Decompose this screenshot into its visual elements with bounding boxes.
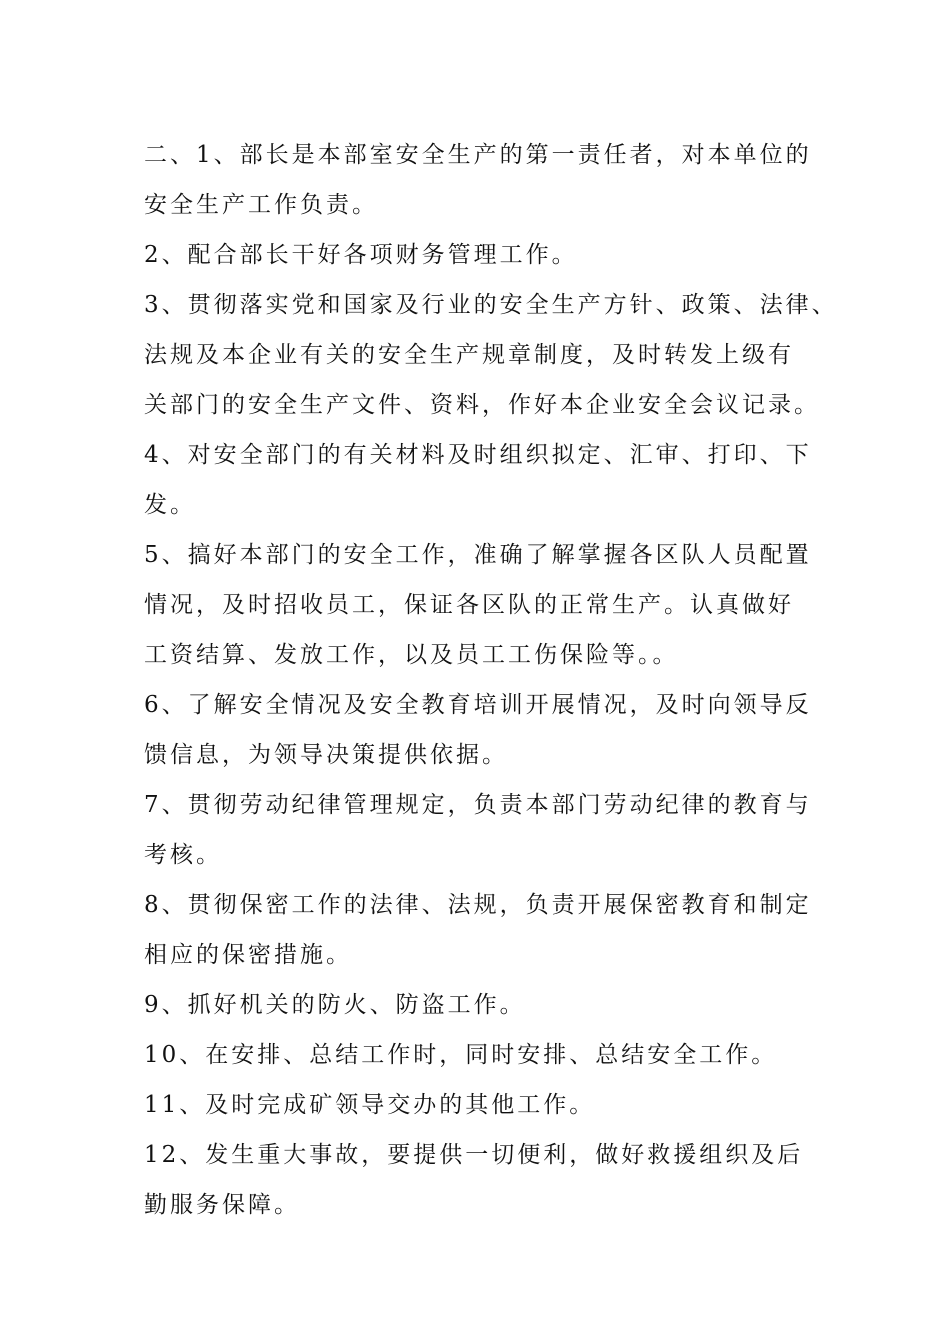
text-line: 11、及时完成矿领导交办的其他工作。 [144,1092,596,1118]
text-line: 情况，及时招收员工，保证各区队的正常生产。认真做好 [144,592,794,618]
text-line: 相应的保密措施。 [144,942,352,968]
text-line: 8、贯彻保密工作的法律、法规，负责开展保密教育和制定 [144,892,812,918]
text-line: 4、对安全部门的有关材料及时组织拟定、汇审、打印、下 [144,442,812,468]
text-line: 9、抓好机关的防火、防盗工作。 [144,992,526,1018]
text-line: 法规及本企业有关的安全生产规章制度，及时转发上级有 [144,342,794,368]
text-line: 5、搞好本部门的安全工作，准确了解掌握各区队人员配置 [144,542,812,568]
text-line: 勤服务保障。 [144,1192,300,1218]
text-line: 7、贯彻劳动纪律管理规定，负责本部门劳动纪律的教育与 [144,792,812,818]
text-line: 12、发生重大事故，要提供一切便利，做好救援组织及后 [144,1142,804,1168]
text-line: 关部门的安全生产文件、资料，作好本企业安全会议记录。 [144,392,820,418]
text-line: 安全生产工作负责。 [144,192,378,218]
text-line: 3、贯彻落实党和国家及行业的安全生产方针、政策、法律、 [144,292,838,318]
text-line: 考核。 [144,842,222,868]
text-line: 6、了解安全情况及安全教育培训开展情况，及时向领导反 [144,692,812,718]
text-line: 二、1、部长是本部室安全生产的第一责任者，对本单位的 [144,142,812,168]
text-line: 馈信息，为领导决策提供依据。 [144,742,508,768]
text-line: 发。 [144,492,196,518]
text-line: 工资结算、发放工作，以及员工工伤保险等。。 [144,642,679,668]
document-body [144,130,838,1230]
text-line: 2、配合部长干好各项财务管理工作。 [144,242,578,268]
text-line: 10、在安排、总结工作时，同时安排、总结安全工作。 [144,1042,778,1068]
